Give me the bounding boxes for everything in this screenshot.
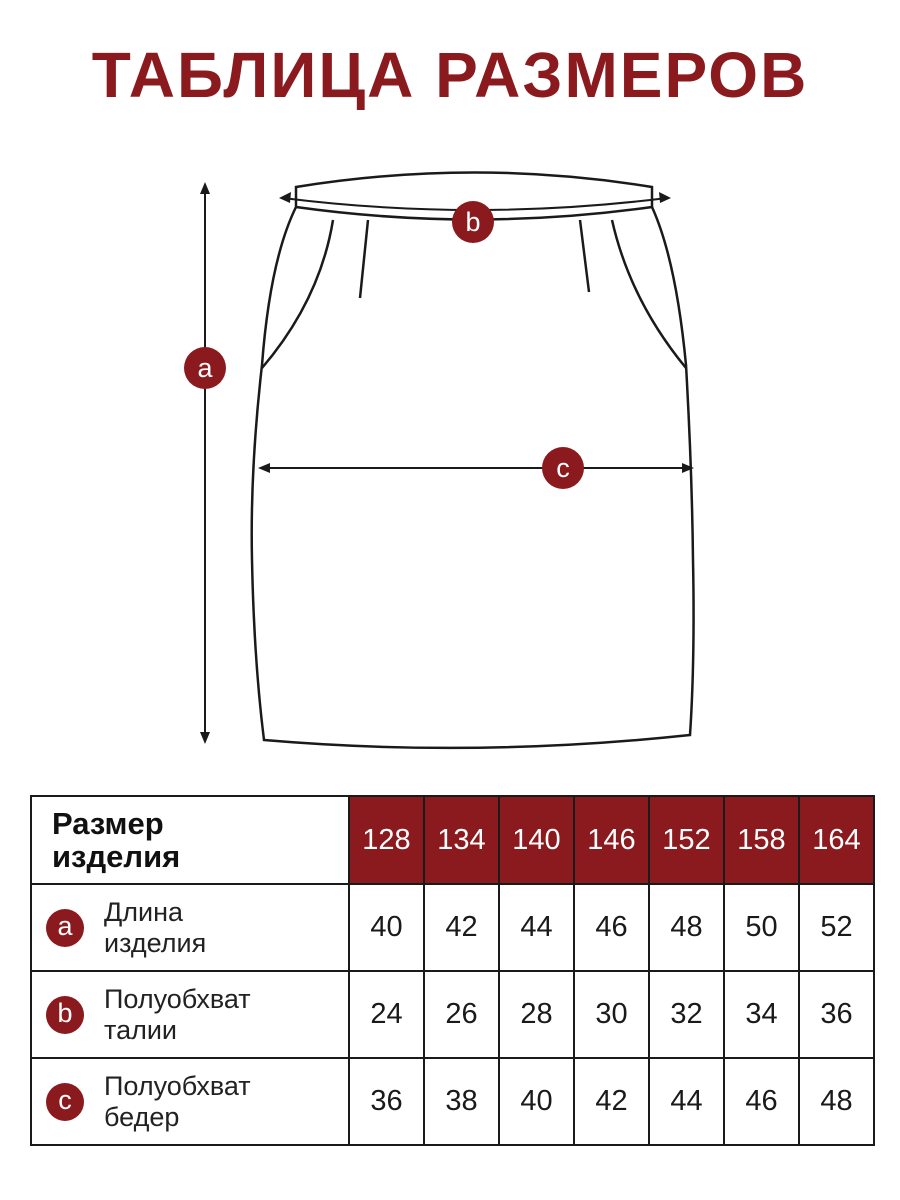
size-header-cell: 128	[349, 796, 424, 884]
left-dart-line	[360, 220, 368, 298]
marker-a-label: a	[197, 353, 213, 383]
table-cell: 36	[349, 1058, 424, 1145]
table-cell: 44	[649, 1058, 724, 1145]
row-label-line-2: изделия	[104, 927, 207, 958]
marker-c-badge: c	[46, 1083, 84, 1121]
table-cell: 26	[424, 971, 499, 1058]
table-cell: 42	[424, 884, 499, 971]
table-cell: 42	[574, 1058, 649, 1145]
size-header-cell: 146	[574, 796, 649, 884]
table-cell: 28	[499, 971, 574, 1058]
table-cell: 32	[649, 971, 724, 1058]
hip-arrow-left-head	[258, 463, 270, 473]
table-header-row	[31, 796, 874, 884]
table-cell: 46	[724, 1058, 799, 1145]
right-pocket-line	[612, 220, 686, 368]
table-row	[31, 884, 874, 971]
row-label-line-1: Длина	[104, 896, 184, 927]
row-label-cell	[31, 1058, 349, 1145]
row-label-cell	[31, 884, 349, 971]
table-row	[31, 971, 874, 1058]
table-header-label	[31, 796, 349, 884]
skirt-body-outline	[252, 207, 694, 748]
table-cell: 52	[799, 884, 874, 971]
table-cell: 24	[349, 971, 424, 1058]
size-header-cell: 152	[649, 796, 724, 884]
row-label-line-1: Полуобхват	[104, 983, 251, 1014]
waist-arrow-left-head	[279, 192, 291, 203]
waist-arrow-right-head	[659, 192, 671, 203]
table-cell: 44	[499, 884, 574, 971]
table-cell: 30	[574, 971, 649, 1058]
right-dart-line	[580, 220, 589, 292]
table-cell: 50	[724, 884, 799, 971]
row-label-line-2: талии	[104, 1014, 177, 1045]
table-cell: 36	[799, 971, 874, 1058]
marker-a-badge: a	[46, 909, 84, 947]
table-row	[31, 1058, 874, 1145]
marker-b-label: b	[465, 207, 481, 237]
size-table	[30, 795, 875, 1146]
left-pocket-line	[262, 220, 333, 368]
table-cell: 46	[574, 884, 649, 971]
table-cell: 48	[649, 884, 724, 971]
row-label-line-1: Полуобхват	[104, 1070, 251, 1101]
size-header-cell: 134	[424, 796, 499, 884]
size-header-cell: 158	[724, 796, 799, 884]
row-label-line-2: бедер	[104, 1101, 180, 1132]
size-header-cell: 140	[499, 796, 574, 884]
marker-c-label: c	[556, 453, 570, 483]
length-arrow-top-head	[200, 182, 210, 194]
hip-arrow-right-head	[682, 463, 694, 473]
table-cell: 34	[724, 971, 799, 1058]
page-title: ТАБЛИЦА РАЗМЕРОВ	[91, 39, 809, 111]
table-cell: 40	[499, 1058, 574, 1145]
table-cell: 40	[349, 884, 424, 971]
length-arrow-bottom-head	[200, 732, 210, 744]
header-line-1: Размер	[52, 806, 164, 841]
size-header-cell: 164	[799, 796, 874, 884]
marker-b-badge: b	[46, 996, 84, 1034]
row-label-cell	[31, 971, 349, 1058]
table-cell: 38	[424, 1058, 499, 1145]
header-line-2: изделия	[52, 839, 181, 874]
table-cell: 48	[799, 1058, 874, 1145]
